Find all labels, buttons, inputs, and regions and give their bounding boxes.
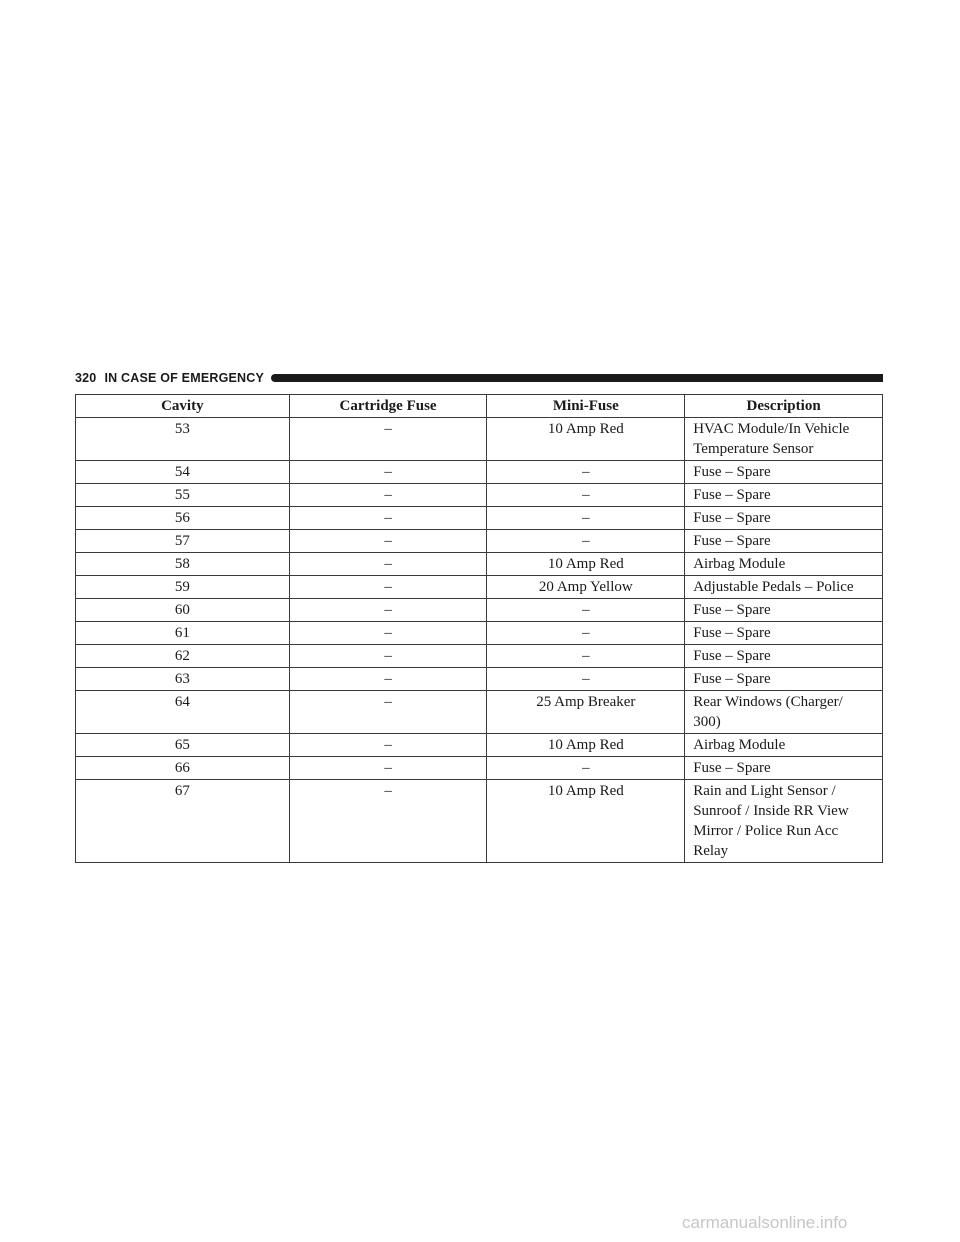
table-row [76,507,883,530]
description-line: Mirror / Police Run Acc [693,823,839,839]
description-cell [685,668,883,691]
description-cell [685,418,883,461]
cavity-cell: 55 [76,484,290,507]
cartridge-fuse-cell: – [289,461,487,484]
table-row [76,484,883,507]
mini-fuse-cell: 25 Amp Breaker [487,691,685,734]
description-cell [685,780,883,863]
cartridge-fuse-cell: – [289,507,487,530]
description-cell [685,599,883,622]
fuse-table [75,394,883,863]
cavity-cell: 67 [76,780,290,863]
description-line: Airbag Module [693,737,786,753]
description-line: Temperature Sensor [693,441,814,457]
table-row [76,622,883,645]
mini-fuse-cell: 10 Amp Red [487,418,685,461]
cavity-cell: 66 [76,757,290,780]
description-line: HVAC Module/In Vehicle [693,421,850,437]
description-line: Fuse – Spare [693,487,771,503]
description-line: Fuse – Spare [693,533,771,549]
cartridge-fuse-cell: – [289,757,487,780]
cartridge-fuse-cell: – [289,645,487,668]
description-line: Airbag Module [693,556,786,572]
table-row [76,576,883,599]
table-row [76,553,883,576]
description-line: Fuse – Spare [693,602,771,618]
description-line: Fuse – Spare [693,760,771,776]
description-line: Fuse – Spare [693,464,771,480]
cavity-cell: 61 [76,622,290,645]
cavity-cell: 60 [76,599,290,622]
cartridge-fuse-cell: – [289,576,487,599]
cavity-cell: 58 [76,553,290,576]
mini-fuse-cell: – [487,461,685,484]
table-row [76,757,883,780]
description-cell [685,484,883,507]
cartridge-fuse-cell: – [289,599,487,622]
mini-fuse-cell: – [487,599,685,622]
cartridge-fuse-cell: – [289,691,487,734]
cavity-cell: 54 [76,461,290,484]
mini-fuse-cell: – [487,622,685,645]
table-row [76,461,883,484]
mini-fuse-cell: 10 Amp Red [487,780,685,863]
cartridge-fuse-cell: – [289,418,487,461]
description-line: Fuse – Spare [693,648,771,664]
description-cell [685,553,883,576]
description-cell [685,530,883,553]
cavity-cell: 57 [76,530,290,553]
cavity-cell: 65 [76,734,290,757]
page-number: 320 [75,371,97,385]
cavity-cell: 64 [76,691,290,734]
description-line: Relay [693,843,729,859]
description-line: Rear Windows (Charger/ [693,694,843,710]
description-cell [685,461,883,484]
cartridge-fuse-cell: – [289,734,487,757]
table-row [76,645,883,668]
cartridge-fuse-cell: – [289,484,487,507]
cavity-cell: 63 [76,668,290,691]
mini-fuse-cell: – [487,484,685,507]
cavity-cell: 56 [76,507,290,530]
description-cell [685,757,883,780]
page-header [75,369,883,387]
cavity-cell: 53 [76,418,290,461]
cartridge-fuse-cell: – [289,553,487,576]
cartridge-fuse-cell: – [289,530,487,553]
description-cell [685,622,883,645]
mini-fuse-cell: 10 Amp Red [487,734,685,757]
description-line: Fuse – Spare [693,625,771,641]
table-row [76,599,883,622]
mini-fuse-cell: 10 Amp Red [487,553,685,576]
mini-fuse-cell: – [487,668,685,691]
table-row [76,780,883,863]
description-line: Sunroof / Inside RR View [693,803,849,819]
table-row [76,418,883,461]
description-cell [685,734,883,757]
mini-fuse-cell: – [487,757,685,780]
mini-fuse-cell: – [487,645,685,668]
table-header-row [76,395,883,418]
description-line: Fuse – Spare [693,671,771,687]
description-cell [685,645,883,668]
table-row [76,668,883,691]
description-line: Fuse – Spare [693,510,771,526]
description-cell [685,576,883,599]
description-cell [685,691,883,734]
header-rule [271,374,883,382]
mini-fuse-cell: – [487,530,685,553]
mini-fuse-cell: – [487,507,685,530]
cartridge-fuse-cell: – [289,622,487,645]
section-title: IN CASE OF EMERGENCY [104,371,265,385]
description-line: 300) [693,714,721,730]
watermark: carmanualsonline.info [682,1213,848,1232]
table-row [76,734,883,757]
cavity-cell: 62 [76,645,290,668]
cartridge-fuse-cell: – [289,780,487,863]
column-header-cartridge-fuse: Cartridge Fuse [289,395,487,418]
cavity-cell: 59 [76,576,290,599]
description-cell [685,507,883,530]
table-row [76,530,883,553]
description-line: Rain and Light Sensor / [693,783,836,799]
description-line: Adjustable Pedals – Police [693,579,854,595]
cartridge-fuse-cell: – [289,668,487,691]
column-header-cavity: Cavity [76,395,290,418]
table-row [76,691,883,734]
column-header-mini-fuse: Mini-Fuse [487,395,685,418]
mini-fuse-cell: 20 Amp Yellow [487,576,685,599]
column-header-description: Description [685,395,883,418]
